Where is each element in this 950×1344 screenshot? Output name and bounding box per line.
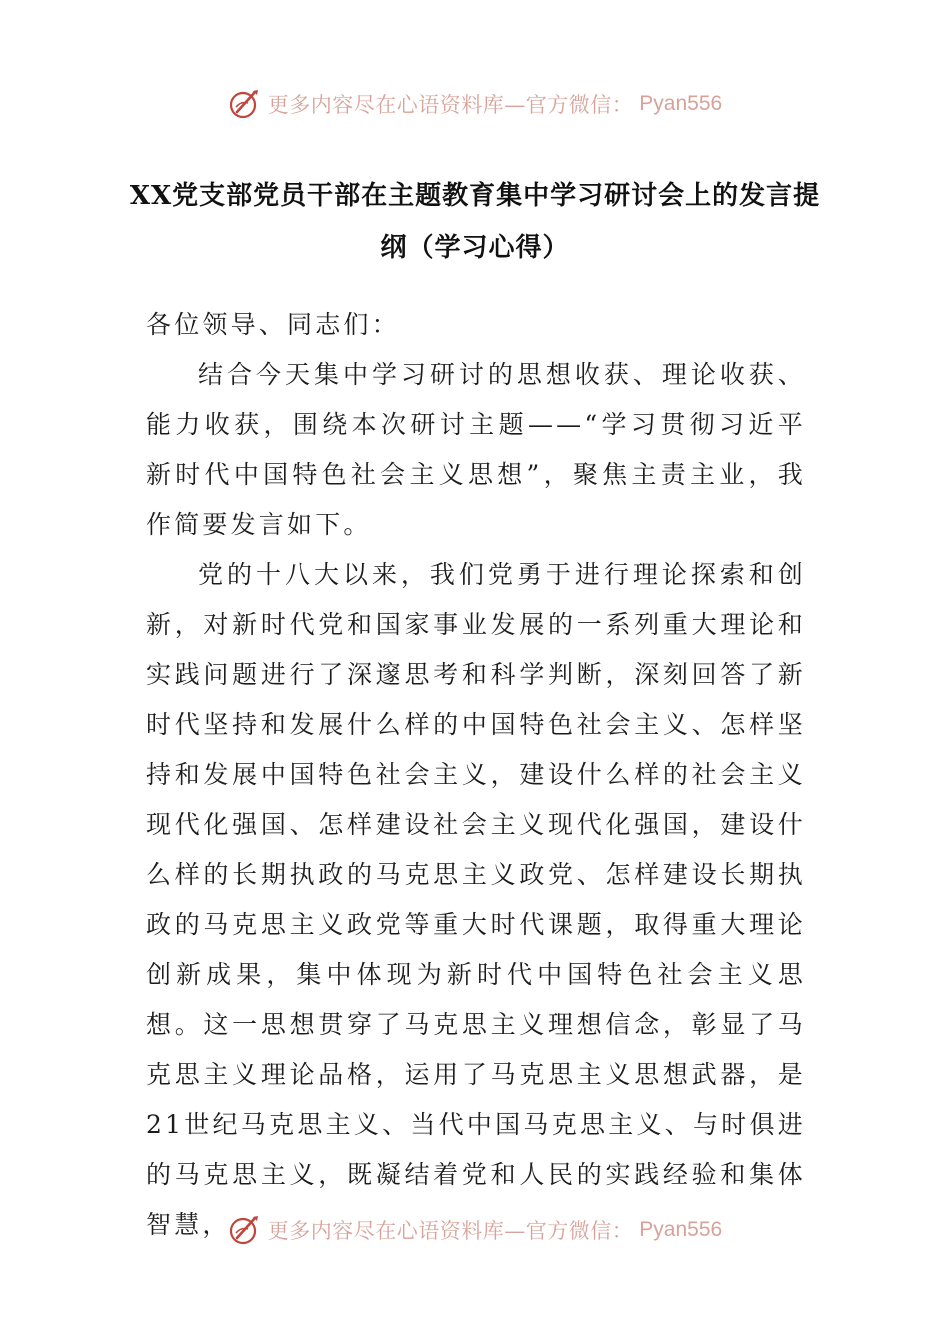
document-title: XX党支部党员干部在主题教育集中学习研讨会上的发言提纲（学习心得）: [129, 181, 821, 263]
document-body: [146, 300, 806, 1250]
salutation: 各位领导、同志们：: [146, 310, 400, 339]
paragraph-2: 党的十八大以来，我们党勇于进行理论探索和创新，对新时代党和国家事业发展的一系列重大理论和实践问题进行了深邃思考和科学判断，深刻回答了新时代坚持和发展什么样的中国特色社会主义、怎样坚持和发展中国特色社会主义，建设什么样的社会主义现代化强国、怎样建设社会主义现代化强国，建设什么样的长期执政的马克思主义政党、怎样建设长期执政的马克思主义政党等重大时代课题，取得重大理论创新成果，集中体现为新时代中国特色社会主义思想。这一思想贯穿了马克思主义理想信念，彰显了马克思主义理论品格，运用了马克思主义思想武器，是21世纪马克思主义、当代中国马克思主义、与时俱进的马克思主义，既凝结着党和人民的实践经验和集体智慧，: [146, 560, 806, 1239]
header-watermark: [0, 82, 950, 126]
paragraph-1: 结合今天集中学习研讨的思想收获、理论收获、能力收获，围绕本次研讨主题——“学习贯彻习近平新时代中国特色社会主义思想”，聚焦主责主业，我作简要发言如下。: [146, 360, 806, 539]
pen-circle-logo-icon: [228, 87, 262, 121]
footer-watermark: [0, 1208, 950, 1252]
watermark-wechat-id: Pyan556: [639, 92, 723, 115]
pen-circle-logo-icon: [228, 1213, 262, 1247]
watermark-wechat-id: Pyan556: [639, 1218, 723, 1241]
watermark-text: 更多内容尽在心语资料库—官方微信：: [267, 1219, 634, 1243]
watermark-text: 更多内容尽在心语资料库—官方微信：: [267, 93, 634, 117]
